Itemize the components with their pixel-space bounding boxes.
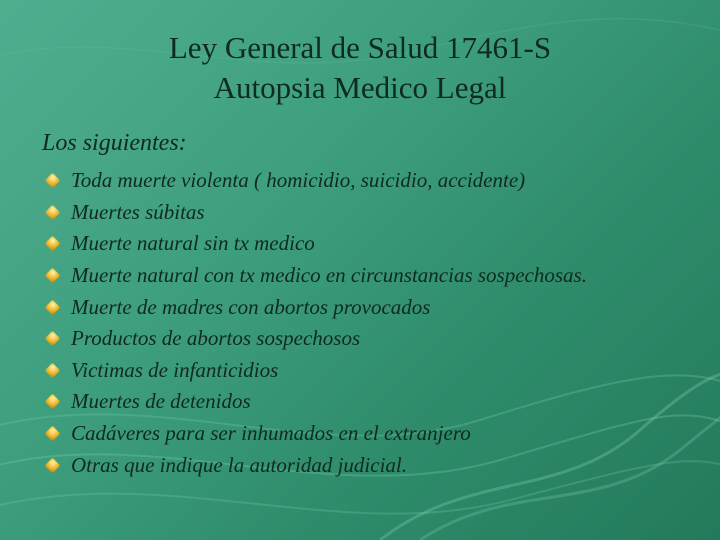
diamond-bullet-icon xyxy=(45,268,61,284)
diamond-bullet-icon xyxy=(45,205,61,221)
list-item-text: Muerte natural con tx medico en circunstancias sospechosas. xyxy=(71,263,587,288)
diamond-bullet-icon xyxy=(45,457,61,473)
title-line-2: Autopsia Medico Legal xyxy=(213,70,507,105)
diamond-bullet-icon xyxy=(45,331,61,347)
list-item xyxy=(44,291,587,323)
list-item-text: Victimas de infanticidios xyxy=(71,357,279,382)
list-item-text: Muerte de madres con abortos provocados xyxy=(71,294,431,319)
slide-title xyxy=(0,28,720,108)
list-item xyxy=(44,418,587,450)
list-item-text: Cadáveres para ser inhumados en el extranjero xyxy=(71,421,471,446)
diamond-bullet-icon xyxy=(45,426,61,442)
title-line-1: Ley General de Salud 17461-S xyxy=(168,30,552,65)
list-item xyxy=(44,197,587,229)
list-item-text: Muertes súbitas xyxy=(71,199,205,224)
list-item-text: Toda muerte violenta ( homicidio, suicidio, accidente) xyxy=(71,168,526,193)
list-item xyxy=(44,323,587,355)
list-item xyxy=(44,386,587,418)
list-item xyxy=(44,228,587,260)
diamond-bullet-icon xyxy=(45,236,61,252)
diamond-bullet-icon xyxy=(45,299,61,315)
diamond-bullet-icon xyxy=(45,363,61,379)
list-item-text: Muerte natural sin tx medico xyxy=(71,231,315,256)
list-item-text: Muertes de detenidos xyxy=(71,389,251,414)
list-item xyxy=(44,165,587,197)
list-item-text: Otras que indique la autoridad judicial. xyxy=(71,452,407,477)
list-item xyxy=(44,355,587,387)
diamond-bullet-icon xyxy=(45,173,61,189)
diamond-bullet-icon xyxy=(45,394,61,410)
intro-text: Los siguientes: xyxy=(42,130,187,156)
bullet-list xyxy=(44,165,587,481)
list-item xyxy=(44,449,587,481)
list-item-text: Productos de abortos sospechosos xyxy=(71,326,361,351)
list-item xyxy=(44,260,587,292)
